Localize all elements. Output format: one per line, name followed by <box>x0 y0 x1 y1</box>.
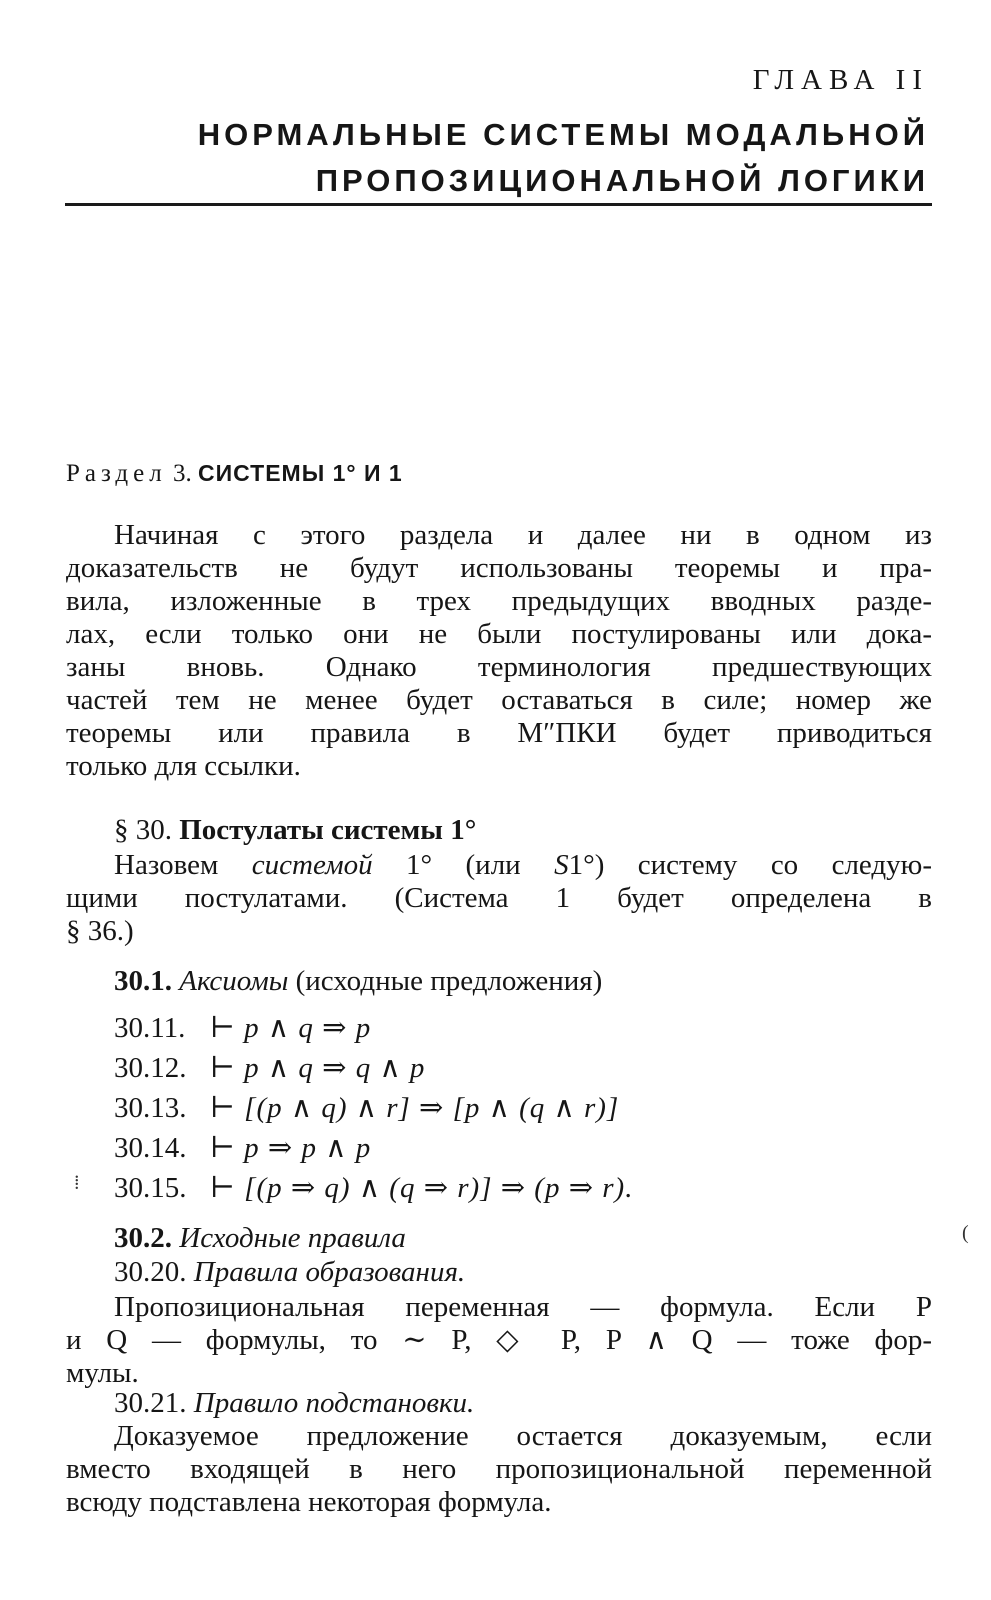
emphasis-s: S <box>554 849 569 881</box>
axiom-formula: ⊢ p ∧ q ⇒ q ∧ p <box>210 1052 426 1084</box>
intro-line: только для ссылки. <box>66 750 301 782</box>
intro-line: Начиная с этого раздела и далее ни в одном из <box>114 519 932 551</box>
formation-rules-title: Правила образования. <box>193 1256 466 1288</box>
axiom-row <box>114 1090 619 1125</box>
axioms-heading-number: 30.1. <box>114 965 172 997</box>
intro-line: теоремы или правила в М″ПКИ будет приводиться <box>66 717 932 749</box>
intro-line: частей тем не менее будет оставаться в силе; номер же <box>66 684 932 716</box>
paragraph-30-heading <box>114 814 476 847</box>
axiom-number: 30.12. <box>114 1052 187 1084</box>
rules-heading <box>114 1222 406 1255</box>
substitution-rule-title: Правило подстановки. <box>193 1387 475 1419</box>
chapter-title-line-1: НОРМАЛЬНЫЕ СИСТЕМЫ МОДАЛЬНОЙ <box>197 117 929 152</box>
axioms-heading <box>114 965 602 998</box>
emphasis-system: системой <box>251 849 373 881</box>
formation-rules-number: 30.20. <box>114 1256 187 1288</box>
paragraph-30-line-1 <box>66 849 932 882</box>
section-label: Раздел <box>66 460 167 487</box>
axiom-row <box>114 1050 425 1085</box>
intro-paragraph <box>66 519 932 783</box>
axiom-formula: ⊢ [(p ⇒ q) ∧ (q ⇒ r)] ⇒ (p ⇒ r). <box>210 1172 634 1204</box>
substitution-rule-number: 30.21. <box>114 1387 187 1419</box>
axiom-row <box>114 1170 633 1205</box>
substitution-line: вместо входящей в него пропозициональной переменной <box>66 1453 932 1485</box>
text-run: Назовем <box>114 849 252 881</box>
chapter-label: ГЛАВА II <box>752 64 929 96</box>
axiom-number: 30.13. <box>114 1092 187 1124</box>
chapter-title <box>129 112 929 204</box>
substitution-rule-text <box>66 1420 932 1519</box>
chapter-divider <box>65 203 932 206</box>
axiom-formula: ⊢ p ∧ q ⇒ p <box>210 1012 372 1044</box>
rules-heading-title: Исходные правила <box>179 1222 406 1254</box>
section-title: СИСТЕМЫ 1° И 1 <box>197 460 403 486</box>
substitution-rule-heading <box>114 1387 474 1420</box>
paragraph-30-line-3: § 36.) <box>66 915 134 947</box>
formation-line: мулы. <box>66 1357 139 1389</box>
text-run: 1° (или <box>372 849 555 881</box>
section-number: 3. <box>172 460 192 487</box>
formation-rules-heading <box>114 1256 465 1289</box>
margin-mark: ( <box>962 1222 969 1244</box>
axiom-formula: ⊢ p ⇒ p ∧ p <box>210 1132 372 1164</box>
intro-line: лах, если только они не были постулированы или дока- <box>66 618 932 650</box>
axiom-formula: ⊢ [(p ∧ q) ∧ r] ⇒ [p ∧ (q ∧ r)] <box>210 1092 620 1124</box>
paragraph-30-line-2: щими постулатами. (Система 1 будет определена в <box>66 882 932 914</box>
paragraph-30-title: Постулаты системы 1° <box>179 814 477 846</box>
paragraph-30-text <box>66 849 932 948</box>
paragraph-30-number: § 30. <box>114 814 172 846</box>
section-heading <box>66 460 403 488</box>
margin-mark: ⁞ <box>74 1172 80 1194</box>
intro-line: доказательств не будут использованы теоремы и пра- <box>66 552 932 584</box>
axiom-number: 30.11. <box>114 1012 186 1044</box>
rules-heading-number: 30.2. <box>114 1222 172 1254</box>
axiom-number: 30.14. <box>114 1132 187 1164</box>
axiom-row <box>114 1010 371 1045</box>
axiom-number: 30.15. <box>114 1172 187 1204</box>
substitution-line: всюду подставлена некоторая формула. <box>66 1486 552 1518</box>
chapter-title-line-2: ПРОПОЗИЦИОНАЛЬНОЙ ЛОГИКИ <box>315 163 929 198</box>
formation-line: и Q — формулы, то ∼ P, ◇ P, P ∧ Q — тоже фор- <box>66 1324 932 1356</box>
intro-line: вила, изложенные в трех предыдущих вводных разде- <box>66 585 932 617</box>
text-run: 1°) систему со следую- <box>568 849 933 881</box>
formation-line: Пропозициональная переменная — формула. Если P <box>114 1291 932 1323</box>
formation-rules-text <box>66 1291 932 1390</box>
axioms-heading-note: (исходные предложения) <box>288 965 603 997</box>
axiom-row <box>114 1130 371 1165</box>
intro-line: заны вновь. Однако терминология предшествующих <box>66 651 932 683</box>
substitution-line: Доказуемое предложение остается доказуемым, если <box>114 1420 932 1452</box>
axioms-heading-title: Аксиомы <box>179 965 289 997</box>
